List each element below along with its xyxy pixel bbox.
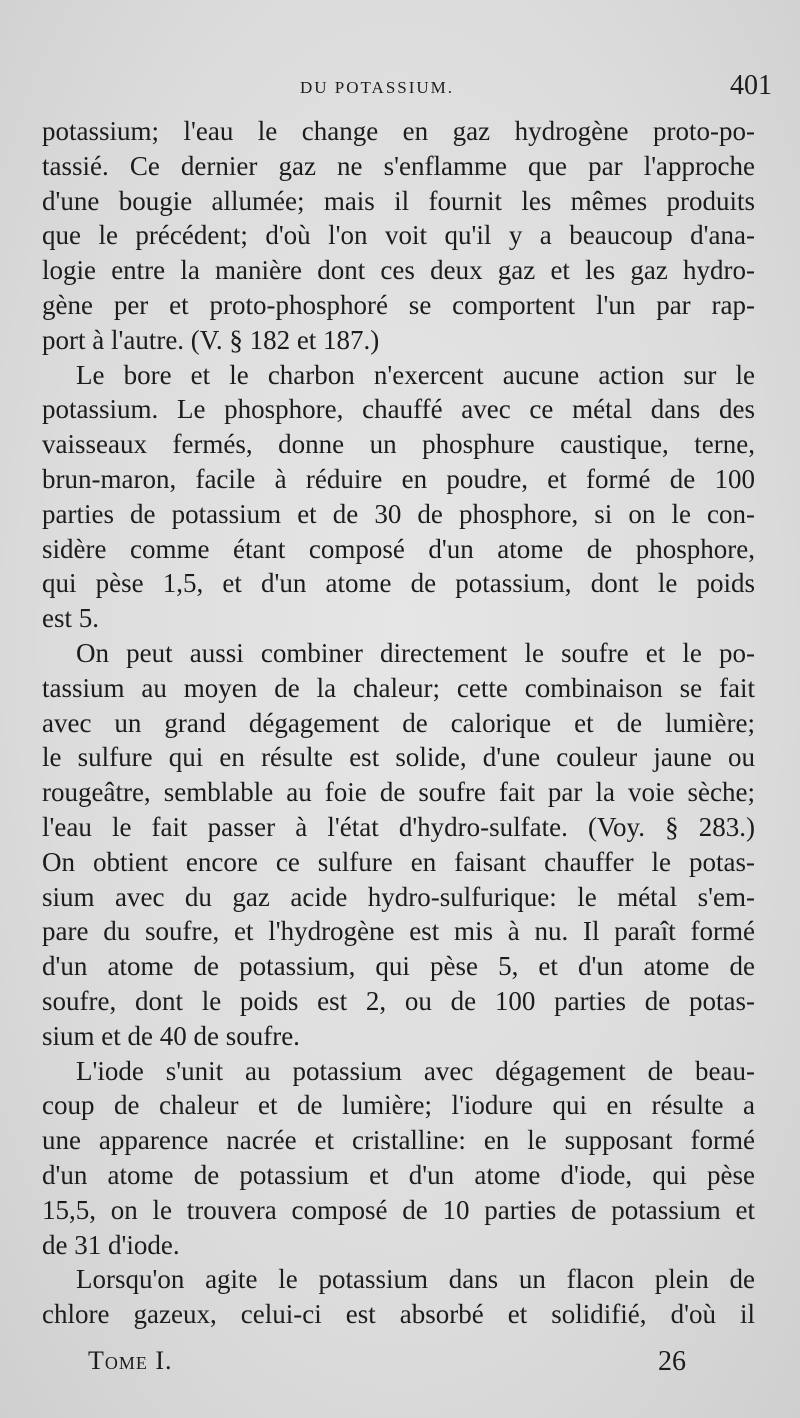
page-header: [0, 70, 800, 110]
text-line: d'un atome de potassium, qui pèse 5, et d'un atome de: [42, 951, 755, 982]
text-line: avec un grand dégagement de calorique et de lumière;: [42, 707, 755, 738]
text-line: sium et de 40 de soufre.: [42, 1020, 300, 1051]
text-line: qui pèse 1,5, et d'un atome de potassium, dont le poids: [42, 568, 755, 599]
text-line: tassium au moyen de la chaleur; cette combinaison se fait: [42, 672, 755, 703]
text-line: logie entre la manière dont ces deux gaz et les gaz hydro-: [42, 255, 755, 286]
page-number: 401: [730, 70, 772, 101]
text-line: On obtient encore ce sulfure en faisant chauffer le potas-: [42, 846, 755, 877]
page-footer: [0, 1346, 800, 1386]
text-line: 15,5, on le trouvera composé de 10 parties de potassium et: [42, 1194, 755, 1225]
text-line: brun-maron, facile à réduire en poudre, et formé de 100: [42, 463, 755, 494]
volume-label: Tome I.: [88, 1346, 173, 1375]
signature-mark: 26: [658, 1346, 686, 1377]
text-line: parties de potassium et de 30 de phosphore, si on le con-: [42, 498, 755, 529]
text-line: port à l'autre. (V. § 182 et 187.): [42, 324, 380, 355]
text-line: potassium; l'eau le change en gaz hydrogène proto-po-: [42, 116, 755, 146]
text-line: sium avec du gaz acide hydro-sulfurique: le métal s'em-: [42, 881, 755, 912]
text-line: Lorsqu'on agite le potassium dans un flacon plein de: [76, 1264, 755, 1295]
text-line: que le précédent; d'où l'on voit qu'il y a beaucoup d'ana-: [42, 220, 755, 251]
text-line: une apparence nacrée et cristalline: en le supposant formé: [42, 1125, 755, 1156]
text-line: chlore gazeux, celui-ci est absorbé et solidifié, d'où il: [42, 1299, 755, 1330]
text-line: tassié. Ce dernier gaz ne s'enflamme que par l'approche: [42, 150, 755, 181]
text-line: d'un atome de potassium et d'un atome d'iode, qui pèse: [42, 1159, 755, 1190]
text-line: rougeâtre, semblable au foie de soufre fait par la voie sèche;: [42, 777, 755, 808]
text-line: gène per et proto-phosphoré se comportent l'un par rap-: [42, 289, 755, 320]
text-line: coup de chaleur et de lumière; l'iodure qui en résulte a: [42, 1090, 755, 1121]
text-line: est 5.: [42, 603, 99, 634]
text-line: le sulfure qui en résulte est solide, d'une couleur jaune ou: [42, 742, 755, 773]
text-line: Le bore et le charbon n'exercent aucune action sur le: [76, 359, 755, 390]
text-line: pare du soufre, et l'hydrogène est mis à nu. Il paraît formé: [42, 916, 755, 947]
text-line: sidère comme étant composé d'un atome de phosphore,: [42, 533, 755, 564]
text-line: potassium. Le phosphore, chauffé avec ce métal dans des: [42, 394, 755, 425]
text-line: d'une bougie allumée; mais il fournit les mêmes produits: [42, 185, 755, 216]
body-text: [42, 114, 755, 1332]
text-line: vaisseaux fermés, donne un phosphure caustique, terne,: [42, 429, 755, 460]
running-title: DU POTASSIUM.: [300, 78, 455, 97]
text-line: On peut aussi combiner directement le soufre et le po-: [76, 637, 755, 668]
text-line: soufre, dont le poids est 2, ou de 100 parties de potas-: [42, 985, 755, 1016]
text-line: de 31 d'iode.: [42, 1229, 180, 1260]
text-line: l'eau le fait passer à l'état d'hydro-sulfate. (Voy. § 283.): [42, 811, 755, 842]
text-line: L'iode s'unit au potassium avec dégagement de beau-: [76, 1055, 755, 1086]
